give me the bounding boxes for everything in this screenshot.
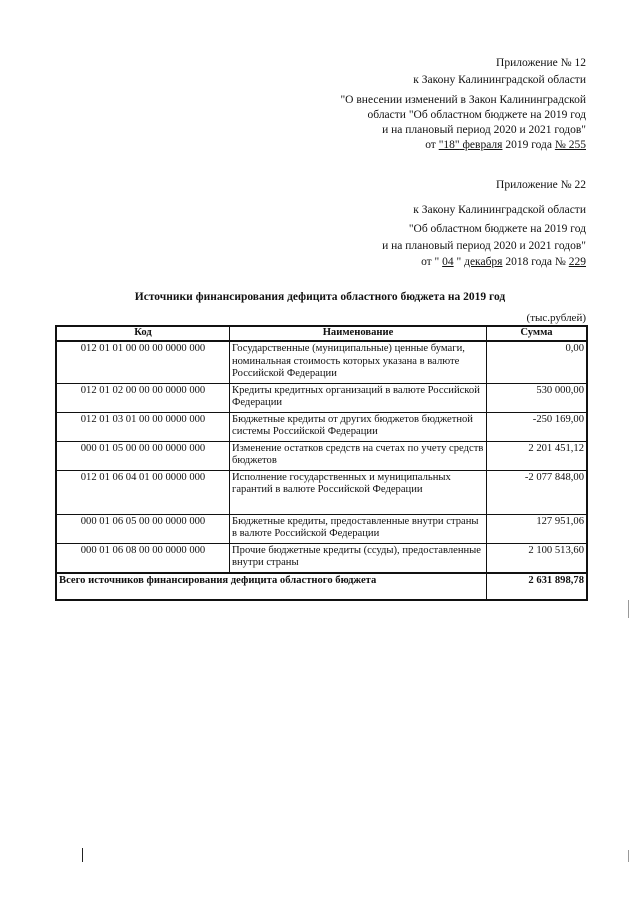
law-reference: к Закону Калининградской области	[413, 204, 586, 216]
table-row	[56, 514, 587, 543]
date-day: "18"	[438, 139, 460, 151]
date-prefix: от "	[421, 256, 443, 268]
document-title: Источники финансирования дефицита областного бюджета на 2019 год	[134, 291, 506, 303]
law-number: 229	[568, 256, 586, 268]
row-name: Кредиты кредитных организаций в валюте Российской Федерации	[230, 383, 487, 412]
law-date	[421, 255, 586, 269]
date-prefix: от	[425, 139, 439, 151]
appendix-number: Приложение № 22	[496, 179, 586, 191]
row-code: 012 01 03 01 00 00 0000 000	[56, 412, 230, 441]
header-sum: Сумма	[487, 326, 588, 341]
date-month: декабря	[464, 256, 503, 268]
row-code: 000 01 06 08 00 00 0000 000	[56, 543, 230, 573]
row-code: 000 01 05 00 00 00 0000 000	[56, 441, 230, 470]
table-row	[56, 341, 587, 383]
law-date	[425, 138, 586, 152]
budget-sources-table	[55, 325, 588, 601]
date-month: февраля	[459, 139, 503, 151]
scan-mark	[628, 600, 629, 618]
row-sum: 530 000,00	[487, 383, 588, 412]
header-code: Код	[56, 326, 230, 341]
row-name: Бюджетные кредиты от других бюджетов бюджетной системы Российской Федерации	[230, 412, 487, 441]
header-name: Наименование	[230, 326, 487, 341]
table-row	[56, 383, 587, 412]
appendix-number: Приложение № 12	[496, 57, 586, 69]
row-sum: -250 169,00	[487, 412, 588, 441]
row-sum: 127 951,06	[487, 514, 588, 543]
total-row	[56, 573, 587, 601]
row-sum: 2 100 513,60	[487, 543, 588, 573]
law-title-line: области "Об областном бюджете на 2019 год	[367, 109, 586, 121]
total-sum: 2 631 898,78	[487, 573, 588, 601]
scan-mark	[628, 850, 629, 862]
row-sum: -2 077 848,00	[487, 470, 588, 514]
table-row	[56, 470, 587, 514]
units-label: (тыс.рублей)	[526, 312, 586, 324]
table-header-row	[56, 326, 587, 341]
law-title-line: "О внесении изменений в Закон Калининградской	[340, 94, 586, 106]
law-number: № 255	[554, 139, 586, 151]
row-name: Государственные (муниципальные) ценные бумаги, номинальная стоимость которых указана в валюте Российской Федерации	[230, 341, 487, 383]
row-sum: 2 201 451,12	[487, 441, 588, 470]
row-code: 012 01 06 04 01 00 0000 000	[56, 470, 230, 514]
law-title-line: и на плановый период 2020 и 2021 годов"	[382, 124, 586, 136]
date-day: 04	[442, 256, 454, 268]
row-code: 000 01 06 05 00 00 0000 000	[56, 514, 230, 543]
row-code: 012 01 02 00 00 00 0000 000	[56, 383, 230, 412]
total-label: Всего источников финансирования дефицита областного бюджета	[56, 573, 487, 601]
date-mid: "	[453, 256, 465, 268]
row-name: Прочие бюджетные кредиты (ссуды), предоставленные внутри страны	[230, 543, 487, 573]
row-name: Бюджетные кредиты, предоставленные внутри страны в валюте Российской Федерации	[230, 514, 487, 543]
table-row	[56, 543, 587, 573]
date-year: 2018 года №	[502, 256, 569, 268]
row-code: 012 01 01 00 00 00 0000 000	[56, 341, 230, 383]
law-title-line: "Об областном бюджете на 2019 год	[408, 223, 586, 235]
row-name: Изменение остатков средств на счетах по учету средств бюджетов	[230, 441, 487, 470]
row-name: Исполнение государственных и муниципальных гарантий в валюте Российской Федерации	[230, 470, 487, 514]
table-row	[56, 441, 587, 470]
law-reference: к Закону Калининградской области	[413, 74, 586, 86]
table-row	[56, 412, 587, 441]
law-title-line: и на плановый период 2020 и 2021 годов"	[382, 240, 586, 252]
date-year: 2019 года	[502, 139, 555, 151]
scan-mark	[82, 848, 83, 862]
row-sum: 0,00	[487, 341, 588, 383]
